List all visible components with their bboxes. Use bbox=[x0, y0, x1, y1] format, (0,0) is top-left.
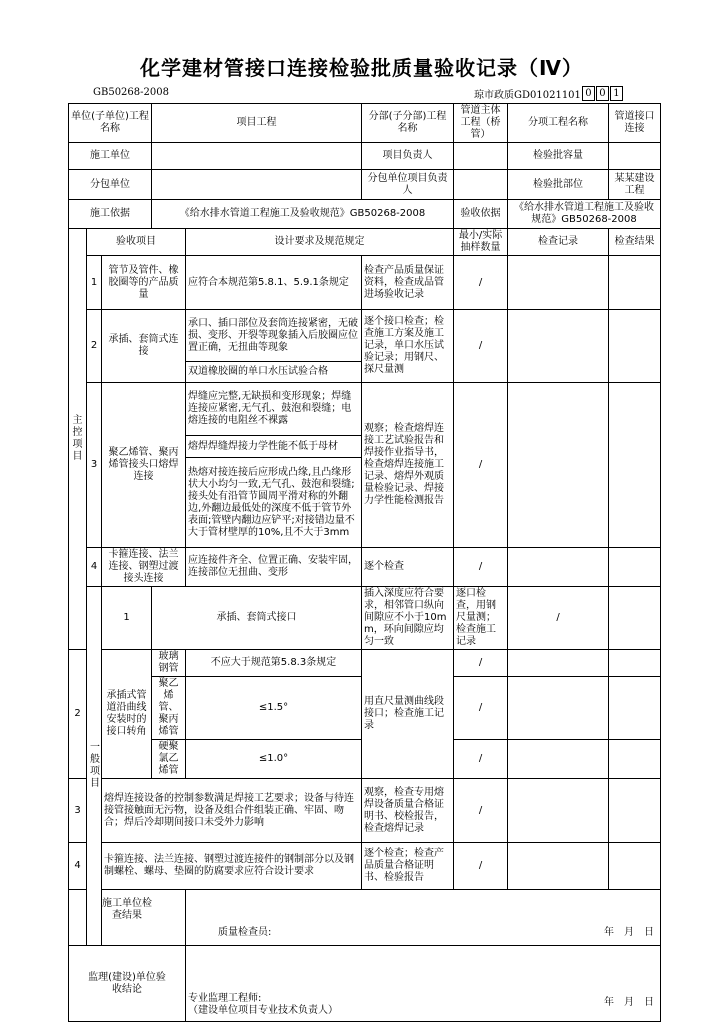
engineer-label: 专业监理工程师: bbox=[188, 993, 262, 1004]
col-sample: 最小/实际抽样数量 bbox=[454, 229, 508, 256]
general-3-req: 熔焊连接设备的控制参数满足焊接工艺要求；设备与待连接管接触面无污物，设备及组合件组装正确、牢固、吻合；焊后冷却期间接口未受外力影响 bbox=[102, 779, 362, 843]
engineer-note: （建设单位项目专业技术负责人） bbox=[188, 1005, 339, 1016]
main-4-record[interactable] bbox=[508, 548, 609, 587]
general-4-method: 逐个检查；检查产品质量合格证明书、检验报告 bbox=[362, 843, 454, 890]
subitem-label: 分项工程名称 bbox=[508, 104, 609, 143]
general-4-record[interactable] bbox=[508, 843, 609, 890]
general-1-method: 逐口检查，用钢尺量测；检查施工记录 bbox=[454, 587, 508, 650]
table-row bbox=[69, 256, 661, 310]
construction-label bbox=[69, 890, 186, 946]
table-row bbox=[69, 650, 661, 677]
general-1-name: 承插、套筒式接口 bbox=[152, 587, 362, 650]
general-2-result-3[interactable] bbox=[609, 740, 661, 779]
general-2-record-3[interactable] bbox=[508, 740, 609, 779]
general-2-name: 承插式管道沿曲线安装时的接口转角 bbox=[102, 650, 152, 779]
general-4-req: 卡箍连接、法兰连接、钢塑过渡连接件的钢制部分以及钢制螺栓、螺母、垫圈的防腐要求应符合设计要求 bbox=[102, 843, 362, 890]
supervision-row bbox=[69, 946, 661, 1022]
form-box-1[interactable]: 0 bbox=[582, 86, 595, 101]
main-3-result[interactable] bbox=[609, 383, 661, 548]
supervision-label-text: 监理(建设)单位验收结论 bbox=[88, 971, 166, 995]
main-1-result[interactable] bbox=[609, 256, 661, 310]
general-2-no: 2 bbox=[69, 650, 87, 779]
form-box-2[interactable]: 0 bbox=[596, 86, 609, 101]
general-2-method: 用直尺量测曲线段接口；检查施工记录 bbox=[362, 650, 454, 779]
page-title: 化学建材管接口连接检验批质量验收记录（Ⅳ） bbox=[140, 56, 583, 80]
division-value[interactable]: 管道主体工程（桥管） bbox=[454, 104, 508, 143]
location-value[interactable]: 某某建设工程 bbox=[609, 170, 661, 200]
main-2-req1: 承口、插口部位及套筒连接紧密，无破损、变形、开裂等现象插入后胶圈应位置正确，无扭曲等现象 bbox=[186, 310, 362, 362]
general-2-mat-1: 玻璃钢管 bbox=[152, 650, 186, 677]
general-1-record[interactable] bbox=[609, 587, 661, 650]
sub-pm-value[interactable] bbox=[454, 170, 508, 200]
subitem-value[interactable]: 管道接口连接 bbox=[609, 104, 661, 143]
construction-check-row bbox=[69, 890, 661, 946]
main-1-no: 1 bbox=[87, 256, 102, 310]
main-4-sample[interactable]: / bbox=[454, 548, 508, 587]
supervision-label bbox=[69, 946, 186, 1022]
general-2-sample-1[interactable]: / bbox=[454, 650, 508, 677]
general-2-mat-2: 聚乙烯管、聚丙烯管 bbox=[152, 677, 186, 740]
supervision-sign-area[interactable] bbox=[186, 946, 661, 1022]
main-4-result[interactable] bbox=[609, 548, 661, 587]
table-row bbox=[69, 310, 661, 362]
general-3-method: 观察，检查专用熔焊设备质量合格证明书、校检报告，检查熔焊记录 bbox=[362, 779, 454, 843]
main-control-label-text: 主控项目 bbox=[72, 415, 83, 462]
main-2-name: 承插、套筒式连接 bbox=[102, 310, 186, 383]
basis-value[interactable]: 《给水排水管道工程施工及验收规范》GB50268-2008 bbox=[152, 200, 454, 229]
col-design: 设计要求及规范规定 bbox=[186, 229, 454, 256]
inspection-grid bbox=[68, 103, 661, 1022]
main-1-name: 管节及管件、橡胶圈等的产品质量 bbox=[102, 256, 186, 310]
col-item: 验收项目 bbox=[87, 229, 186, 256]
standard-code: GB50268-2008 bbox=[93, 87, 169, 98]
construction-label-text: 施工单位检查结果 bbox=[102, 898, 152, 921]
general-2-req-1: 不应大于规范第5.8.3条规定 bbox=[186, 650, 362, 677]
general-2-sample-2[interactable]: / bbox=[454, 677, 508, 740]
location-label: 检验批部位 bbox=[508, 170, 609, 200]
general-4-result[interactable] bbox=[609, 843, 661, 890]
construction-date: 年 月 日 bbox=[604, 927, 655, 938]
inspector-label: 质量检查员: bbox=[218, 927, 272, 938]
main-3-req2: 熔焊焊缝焊接力学性能不低于母材 bbox=[186, 436, 362, 458]
main-3-sample[interactable]: / bbox=[454, 383, 508, 548]
general-2-sample-3[interactable]: / bbox=[454, 740, 508, 779]
col-result: 检查结果 bbox=[609, 229, 661, 256]
table-row bbox=[69, 843, 661, 890]
main-2-no: 2 bbox=[87, 310, 102, 383]
general-2-record-1[interactable] bbox=[508, 650, 609, 677]
acceptance-label: 验收依据 bbox=[454, 200, 508, 229]
general-4-no: 4 bbox=[69, 843, 87, 890]
table-row bbox=[69, 587, 661, 650]
main-1-sample[interactable]: / bbox=[454, 256, 508, 310]
division-label: 分部(子分部)工程名称 bbox=[362, 104, 454, 143]
general-2-result-2[interactable] bbox=[609, 677, 661, 740]
basis-label: 施工依据 bbox=[69, 200, 152, 229]
table-row bbox=[69, 383, 661, 436]
general-3-record[interactable] bbox=[508, 779, 609, 843]
form-box-3[interactable]: 1 bbox=[610, 86, 623, 101]
main-3-req3: 热熔对接连接后应形成凸缘,且凸缘形状大小均匀一致,无气孔、鼓泡和裂缝;接头处有沿管节圆周平滑对称的外翻边,外翻边最低处的深度不低于管节外表面;管壁内翻边应铲平;对接错边量不大于管材壁厚的10%,且不大于3mm bbox=[186, 458, 362, 548]
main-3-record[interactable] bbox=[508, 383, 609, 548]
general-1-no: 1 bbox=[102, 587, 152, 650]
col-record: 检查记录 bbox=[508, 229, 609, 256]
general-label-text: 一般项目 bbox=[90, 742, 100, 789]
main-1-req: 应符合本规范第5.8.1、5.9.1条规定 bbox=[186, 256, 362, 310]
main-4-method: 逐个检查 bbox=[362, 548, 454, 587]
general-1-req: 插入深度应符合要求，相邻管口纵向间隙应不小于10mm，环向间隙应均匀一致 bbox=[362, 587, 454, 650]
main-2-req2: 双道橡胶圈的单口水压试验合格 bbox=[186, 362, 362, 383]
constructor-value[interactable] bbox=[152, 143, 362, 170]
main-3-name: 聚乙烯管、聚丙烯管接头口熔焊连接 bbox=[102, 383, 186, 548]
general-2-record-2[interactable] bbox=[508, 677, 609, 740]
general-1-sample[interactable]: / bbox=[508, 587, 609, 650]
general-2-result-1[interactable] bbox=[609, 650, 661, 677]
main-2-result[interactable] bbox=[609, 310, 661, 383]
main-1-method: 检查产品质量保证资料，检查成品管进场验收记录 bbox=[362, 256, 454, 310]
acceptance-value[interactable]: 《给水排水管道工程施工及验收规范》GB50268-2008 bbox=[508, 200, 661, 229]
pm-value[interactable] bbox=[454, 143, 508, 170]
main-4-name: 卡箍连接、法兰连接、钢塑过渡接头连接 bbox=[102, 548, 186, 587]
construction-sign-area[interactable] bbox=[186, 890, 661, 946]
subcontractor-value[interactable] bbox=[152, 170, 362, 200]
sub-pm-label: 分包单位项目负责人 bbox=[362, 170, 454, 200]
capacity-value[interactable] bbox=[609, 143, 661, 170]
table-row bbox=[69, 548, 661, 587]
general-2-mat-3: 硬聚氯乙烯管 bbox=[152, 740, 186, 779]
table-row bbox=[69, 779, 661, 843]
pm-label: 项目负责人 bbox=[362, 143, 454, 170]
main-4-req: 应连接件齐全、位置正确、安装牢固，连接部位无扭曲、变形 bbox=[186, 548, 362, 587]
general-3-no: 3 bbox=[69, 779, 87, 843]
general-3-result[interactable] bbox=[609, 779, 661, 843]
supervision-date: 年 月 日 bbox=[604, 997, 655, 1008]
subcontractor-label: 分包单位 bbox=[69, 170, 152, 200]
general-2-req-3: ≤1.0° bbox=[186, 740, 362, 779]
unit-value[interactable]: 项目工程 bbox=[152, 104, 362, 143]
main-2-method: 逐个接口检查；检查施工方案及施工记录，单口水压试验记录；用钢尺、探尺量测 bbox=[362, 310, 454, 383]
main-control-label bbox=[69, 229, 87, 650]
constructor-label: 施工单位 bbox=[69, 143, 152, 170]
main-4-no: 4 bbox=[87, 548, 102, 587]
main-2-sample[interactable]: / bbox=[454, 310, 508, 383]
main-3-no: 3 bbox=[87, 383, 102, 548]
main-3-req1: 焊缝应完整,无缺损和变形现象；焊缝连接应紧密,无气孔、鼓泡和裂缝；电熔连接的电阻丝不裸露 bbox=[186, 383, 362, 436]
general-4-sample[interactable]: / bbox=[454, 843, 508, 890]
main-3-method: 观察；检查熔焊连接工艺试验报告和焊接作业指导书，检查熔焊连接施工记录、熔焊外观质量检验记录、焊接力学性能检测报告 bbox=[362, 383, 454, 548]
capacity-label: 检验批容量 bbox=[508, 143, 609, 170]
main-1-record[interactable] bbox=[508, 256, 609, 310]
unit-label: 单位(子单位)工程名称 bbox=[69, 104, 152, 143]
general-2-req-2: ≤1.5° bbox=[186, 677, 362, 740]
form-prefix: 琼市政质GD01021101 bbox=[474, 90, 581, 101]
main-2-record[interactable] bbox=[508, 310, 609, 383]
form-number bbox=[474, 86, 623, 101]
general-3-sample[interactable]: / bbox=[454, 779, 508, 843]
